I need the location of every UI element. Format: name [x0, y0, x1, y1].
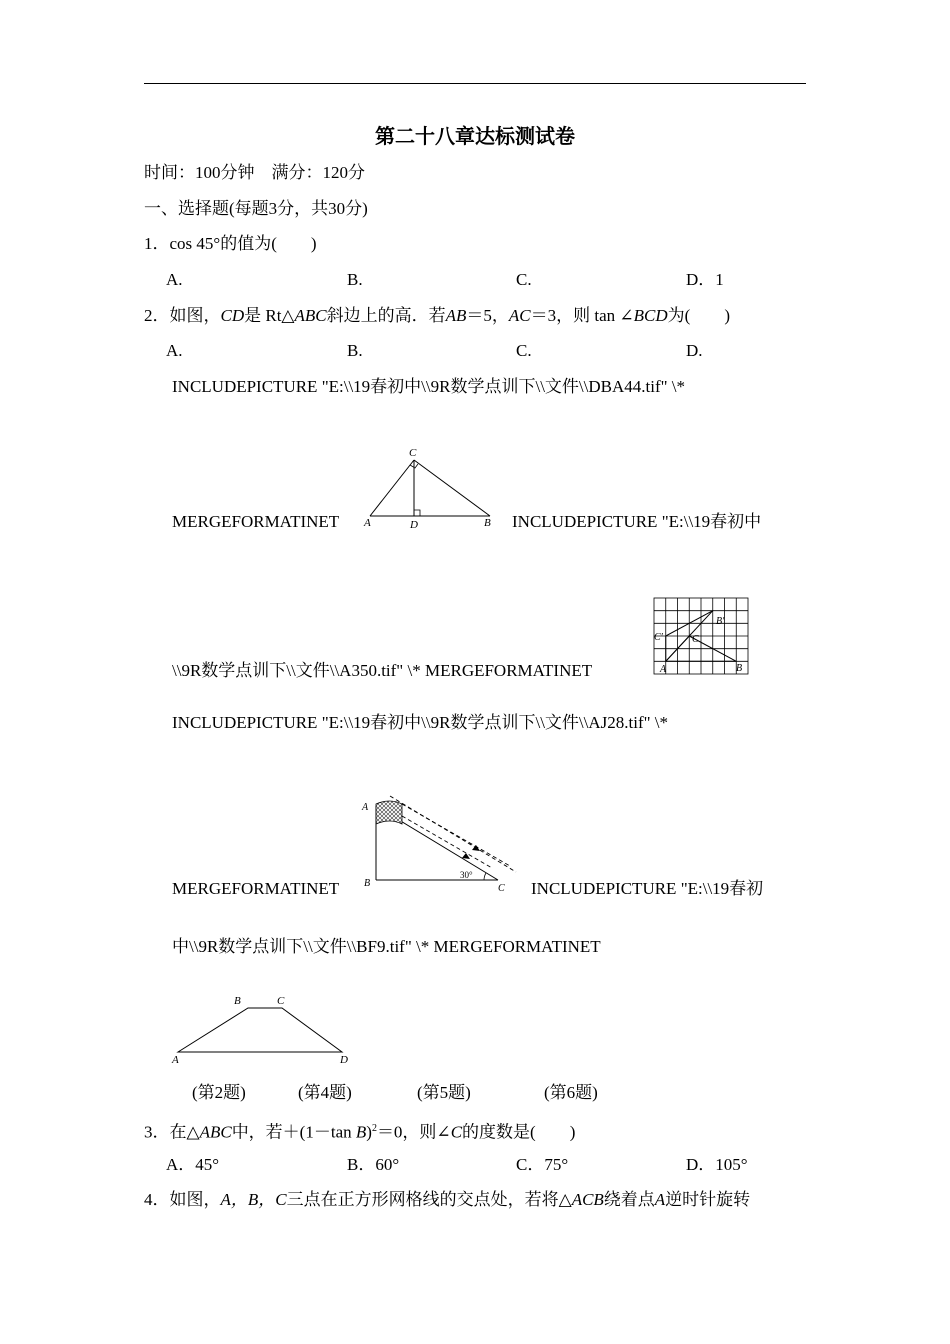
- fig5-label-c: C: [498, 883, 505, 894]
- caption-q2: (第2题): [192, 1083, 246, 1102]
- fig5-angle-label: 30°: [460, 870, 473, 880]
- fig2-label-c: C: [409, 447, 417, 459]
- exam-meta: 时间：100分钟 满分：120分: [144, 163, 365, 182]
- fig4-label-b-prime: B′: [716, 616, 725, 627]
- header-rule: [144, 83, 806, 84]
- fig4-label-a: A: [660, 664, 667, 675]
- q3-option-a: A．45°: [166, 1155, 220, 1174]
- q2-option-c: C.: [516, 341, 532, 360]
- question-1-stem: 1．cos 45°的值为( ): [144, 234, 317, 253]
- field-code-line: INCLUDEPICTURE "E:\\19春初中: [512, 512, 762, 531]
- q1-option-b: B.: [347, 270, 363, 289]
- fig5-label-b: B: [364, 878, 371, 889]
- field-code-line: \\9R数学点训下\\文件\\A350.tif" \* MERGEFORMATINET: [172, 661, 593, 680]
- q3-option-b: B．60°: [347, 1155, 400, 1174]
- field-code-line: INCLUDEPICTURE "E:\\19春初中\\9R数学点训下\\文件\\AJ28.tif" \*: [172, 713, 669, 732]
- fig6-label-d: D: [340, 1054, 348, 1066]
- question-4-stem: 4．如图，A，B，C三点在正方形网格线的交点处，若将△ACB绕着点A逆时针旋转: [144, 1190, 751, 1209]
- field-code-line: 中\\9R数学点训下\\文件\\BF9.tif" \* MERGEFORMATINET: [172, 937, 601, 956]
- field-code-line: INCLUDEPICTURE "E:\\19春初中\\9R数学点训下\\文件\\DBA44.tif" \*: [172, 377, 686, 396]
- fig5-label-a: A: [362, 802, 369, 813]
- q2-option-b: B.: [347, 341, 363, 360]
- question-3-stem: 3．在△ABC中，若＋(1－tan B)$^2$＝0，则∠C的度数是( ): [144, 1122, 576, 1142]
- fig4-label-c: C: [692, 634, 699, 645]
- caption-q5: (第5题): [417, 1083, 471, 1102]
- figure-q6: [170, 990, 360, 1071]
- field-code-line: INCLUDEPICTURE "E:\\19春初: [531, 879, 764, 898]
- fig6-label-c: C: [277, 995, 285, 1007]
- fig6-label-a: A: [172, 1054, 179, 1066]
- fig4-label-b: B: [736, 663, 743, 674]
- q2-option-a: A.: [166, 341, 183, 360]
- page-title: 第二十八章达标测试卷: [375, 126, 575, 148]
- q3-option-d: D．105°: [686, 1155, 748, 1174]
- figure-q4-grid: [652, 596, 752, 683]
- fig6-label-b: B: [234, 995, 241, 1007]
- figure-q5: [360, 794, 522, 899]
- fig2-label-d: D: [410, 519, 418, 530]
- fig2-label-b: B: [484, 517, 491, 529]
- fig4-label-c-prime: C′: [654, 632, 663, 643]
- field-code-line: MERGEFORMATINET: [172, 879, 340, 898]
- q3-option-c: C．75°: [516, 1155, 569, 1174]
- q1-option-a: A.: [166, 270, 183, 289]
- section-heading: 一、选择题(每题3分，共30分): [144, 199, 368, 218]
- fig2-label-a: A: [364, 517, 371, 529]
- figure-q2: [362, 444, 502, 535]
- field-code-line: MERGEFORMATINET: [172, 512, 340, 531]
- caption-q4: (第4题): [298, 1083, 352, 1102]
- question-2-stem: 2．如图，CD是 Rt△ABC斜边上的高．若AB＝5，AC＝3，则 tan ∠BCD为( ): [144, 306, 730, 325]
- q2-option-d: D.: [686, 341, 703, 360]
- caption-q6: (第6题): [544, 1083, 598, 1102]
- q1-option-d: D．1: [686, 270, 724, 289]
- q1-option-c: C.: [516, 270, 532, 289]
